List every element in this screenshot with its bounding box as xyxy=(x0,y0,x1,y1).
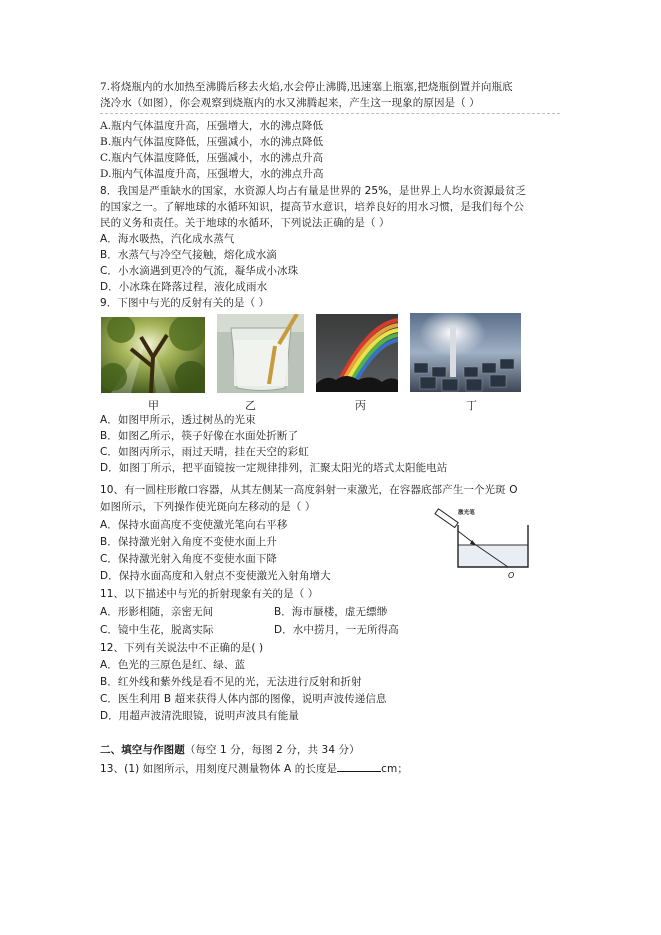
solar-tower-photo xyxy=(410,313,521,392)
caption-ding: 丁 xyxy=(466,399,477,412)
rainbow-photo xyxy=(316,314,398,392)
q13-line xyxy=(100,761,408,776)
q11-option-a: A．形影相随，亲密无间 xyxy=(100,606,214,618)
q13-suffix: cm； xyxy=(381,763,408,775)
q10-stem-line2: 如图所示，下列操作使光斑向左移动的是（ ） xyxy=(100,501,316,513)
section2-heading xyxy=(100,743,360,757)
caption-bing: 丙 xyxy=(355,399,366,412)
tree-light-beams-photo xyxy=(101,317,205,393)
q11-option-c: C．镜中生花，脱离实际 xyxy=(100,624,214,636)
q8-option-b: B．水蒸气与冷空气接触，熔化成水滴 xyxy=(100,249,277,261)
q7-option-c: C.瓶内气体温度降低，压强减小，水的沸点升高 xyxy=(100,152,324,164)
q8-option-a: A．海水吸热，汽化成水蒸气 xyxy=(100,233,235,245)
q8-stem-line1: 8．我国是严重缺水的国家，水资源人均占有量是世界的 25%，是世界上人均水资源最贫乏 xyxy=(100,185,527,197)
q12-stem: 12、下列有关说法中不正确的是( ) xyxy=(100,642,264,654)
q10-option-c: C．保持激光射入角度不变使水面下降 xyxy=(100,553,278,565)
section2-title: 二、填空与作图题 xyxy=(100,744,185,756)
q11-stem: 11、以下描述中与光的折射现象有关的是（ ） xyxy=(100,588,319,600)
q12-option-c: C．医生利用 B 超来获得人体内部的图像，说明声波传递信息 xyxy=(100,693,387,705)
caption-yi: 乙 xyxy=(245,399,256,412)
q13-answer-blank[interactable] xyxy=(337,761,381,772)
caption-jia: 甲 xyxy=(148,399,159,412)
chopstick-in-glass-photo xyxy=(217,314,304,393)
q8-option-c: C．小水滴遇到更冷的气流，凝华成小冰珠 xyxy=(100,265,299,277)
q10-stem-line1: 10、有一圆柱形敞口容器，从其左侧某一高度斜射一束激光，在容器底部产生一个光斑 O xyxy=(100,484,518,496)
q7-option-b: B.瓶内气体温度降低，压强减小，水的沸点降低 xyxy=(100,136,324,148)
q12-option-d: D．用超声波清洗眼镜，说明声波具有能量 xyxy=(100,710,299,722)
q12-option-b: B．红外线和紫外线是看不见的光，无法进行反射和折射 xyxy=(100,676,362,688)
q9-stem: 9．下图中与光的反射有关的是（ ） xyxy=(100,297,270,309)
q8-stem-line2: 的国家之一。了解地球的水循环知识，提高节水意识，培养良好的用水习惯，是我们每个公 xyxy=(100,201,524,213)
q10-option-a: A．保持水面高度不变使激光笔向右平移 xyxy=(100,519,288,531)
q7-stem-line1: 7.将烧瓶内的水加热至沸腾后移去火焰,水会停止沸腾,迅速塞上瓶塞,把烧瓶倒置并向瓶底 xyxy=(100,81,513,93)
q11-option-d: D．水中捞月，一无所得高 xyxy=(274,624,399,636)
q8-option-d: D．小冰珠在降落过程，液化成雨水 xyxy=(100,281,268,293)
laser-pen-label: 激光笔 xyxy=(458,510,475,516)
q7-option-a: A.瓶内气体温度升高，压强增大，水的沸点降低 xyxy=(100,120,324,132)
q13-prefix: 13、(1) 如图所示，用刻度尺测量物体 A 的长度是 xyxy=(100,763,338,775)
q9-option-a: A．如图甲所示，透过树丛的光束 xyxy=(100,414,256,426)
q10-option-d: D．保持水面高度和入射点不变使激光入射角增大 xyxy=(100,570,331,582)
q9-option-b: B．如图乙所示，筷子好像在水面处折断了 xyxy=(100,430,299,442)
q7-stem-line2: 浇冷水（如图），你会观察到烧瓶内的水又沸腾起来，产生这一现象的原因是（ ） xyxy=(100,97,480,109)
section2-note: （每空 1 分，每图 2 分，共 34 分） xyxy=(184,744,360,756)
divider xyxy=(100,113,560,114)
laser-container-diagram xyxy=(432,505,534,581)
q9-option-d: D．如图丁所示，把平面镜按一定规律排列，汇聚太阳光的塔式太阳能电站 xyxy=(100,462,448,474)
q10-option-b: B．保持激光射入角度不变使水面上升 xyxy=(100,536,277,548)
q7-option-d: D.瓶内气体温度升高，压强增大，水的沸点升高 xyxy=(100,168,324,180)
laser-spot-label: O xyxy=(508,571,515,580)
q12-option-a: A．色光的三原色是红、绿、蓝 xyxy=(100,659,246,671)
q11-option-b: B．海市蜃楼，虚无缥缈 xyxy=(274,606,388,618)
q8-stem-line3: 民的义务和责任。关于地球的水循环，下列说法正确的是（ ） xyxy=(100,217,390,229)
q9-option-c: C．如图丙所示，雨过天晴，挂在天空的彩虹 xyxy=(100,446,309,458)
